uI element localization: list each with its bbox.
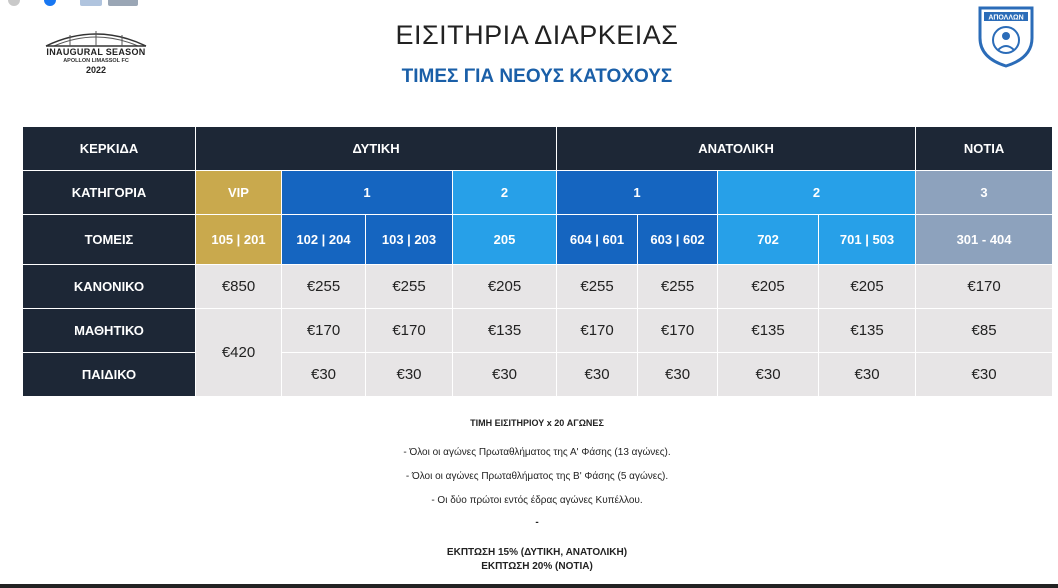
price-cell: €30 [718, 353, 819, 397]
stand-west: ΔΥΤΙΚΗ [196, 127, 557, 171]
note-item: - Όλοι οι αγώνες Πρωταθλήματος της Β' Φάσης (5 αγώνες). [405, 471, 669, 482]
page-title: ΕΙΣΙΤΗΡΙΑ ΔΙΑΡΚΕΙΑΣ [395, 20, 679, 50]
badge-line-3: 2022 [85, 65, 107, 75]
bottom-bar [0, 584, 1058, 588]
badge-line-2: APOLLON LIMASSOL FC [63, 58, 129, 64]
price-cell: €30 [366, 353, 453, 397]
page-subtitle: ΤΙΜΕΣ ΓΙΑ ΝΕΟΥΣ ΚΑΤΟΧΟΥΣ [401, 66, 673, 87]
stand-east: ΑΝΑΤΟΛΙΚΗ [557, 127, 916, 171]
notes-heading: ΤΙΜΗ ΕΙΣΙΤΗΡΙΟΥ x 20 ΑΓΩΝΕΣ [470, 418, 604, 428]
section-cell: 105 | 201 [196, 215, 282, 265]
category-east-2: 2 [718, 171, 916, 215]
notes-separator: - [535, 517, 539, 528]
regular-row [23, 265, 1053, 309]
crest-text: ΑΠΟΛΛΩΝ [988, 14, 1024, 22]
price-cell: €850 [196, 265, 282, 309]
student-row [23, 309, 1053, 353]
price-cell: €30 [557, 353, 638, 397]
category-south-3: 3 [916, 171, 1053, 215]
price-cell: €30 [819, 353, 916, 397]
sections-row [23, 215, 1053, 265]
vip-reduced-price: €420 [196, 309, 282, 397]
price-cell: €255 [366, 265, 453, 309]
section-cell: 701 | 503 [819, 215, 916, 265]
stand-label: ΚΕΡΚΙΔΑ [23, 127, 196, 171]
price-cell: €205 [718, 265, 819, 309]
category-west-1: 1 [282, 171, 453, 215]
badge-line-1: INAUGURAL SEASON [46, 47, 146, 57]
price-cell: €135 [718, 309, 819, 353]
section-cell: 301 - 404 [916, 215, 1053, 265]
category-vip: VIP [196, 171, 282, 215]
flag-icon [80, 0, 102, 6]
price-cell: €85 [916, 309, 1053, 353]
category-west-2: 2 [453, 171, 557, 215]
section-cell: 205 [453, 215, 557, 265]
regular-label: ΚΑΝΟΝΙΚΟ [23, 265, 196, 309]
child-label: ΠΑΙΔΙΚΟ [23, 353, 196, 397]
price-cell: €135 [819, 309, 916, 353]
apollon-crest-icon [974, 4, 1038, 68]
note-item: - Οι δύο πρώτοι εντός έδρας αγώνες Κυπέλλου. [431, 495, 643, 506]
discount-note: ΕΚΠΤΩΣΗ 15% (ΔΥΤΙΚΗ, ΑΝΑΤΟΛΙΚΗ) [446, 547, 628, 558]
price-table [22, 126, 1053, 397]
price-cell: €170 [282, 309, 366, 353]
circle-icon [8, 0, 20, 6]
price-cell: €170 [638, 309, 718, 353]
section-cell: 103 | 203 [366, 215, 453, 265]
child-row [23, 353, 1053, 397]
price-cell: €30 [453, 353, 557, 397]
price-cell: €170 [557, 309, 638, 353]
section-cell: 102 | 204 [282, 215, 366, 265]
price-cell: €170 [366, 309, 453, 353]
price-cell: €30 [282, 353, 366, 397]
building-icon [108, 0, 138, 6]
price-cell: €205 [819, 265, 916, 309]
discount-note: ΕΚΠΤΩΣΗ 20% (ΝΟΤΙΑ) [481, 561, 593, 572]
price-cell: €30 [638, 353, 718, 397]
category-row [23, 171, 1053, 215]
price-cell: €255 [282, 265, 366, 309]
stand-row [23, 127, 1053, 171]
top-edge-icons [0, 0, 160, 6]
section-cell: 603 | 602 [638, 215, 718, 265]
price-cell: €170 [916, 265, 1053, 309]
section-cell: 702 [718, 215, 819, 265]
category-east-1: 1 [557, 171, 718, 215]
stand-south: ΝΟΤΙΑ [916, 127, 1053, 171]
price-cell: €205 [453, 265, 557, 309]
sections-label: ΤΟΜΕΙΣ [23, 215, 196, 265]
student-label: ΜΑΘΗΤΙΚΟ [23, 309, 196, 353]
category-label: ΚΑΤΗΓΟΡΙΑ [23, 171, 196, 215]
price-cell: €30 [916, 353, 1053, 397]
price-cell: €255 [638, 265, 718, 309]
facebook-icon[interactable] [44, 0, 56, 6]
section-cell: 604 | 601 [557, 215, 638, 265]
price-cell: €255 [557, 265, 638, 309]
price-cell: €135 [453, 309, 557, 353]
note-item: - Όλοι οι αγώνες Πρωταθλήματος της Α' Φάσης (13 αγώνες). [403, 447, 671, 458]
